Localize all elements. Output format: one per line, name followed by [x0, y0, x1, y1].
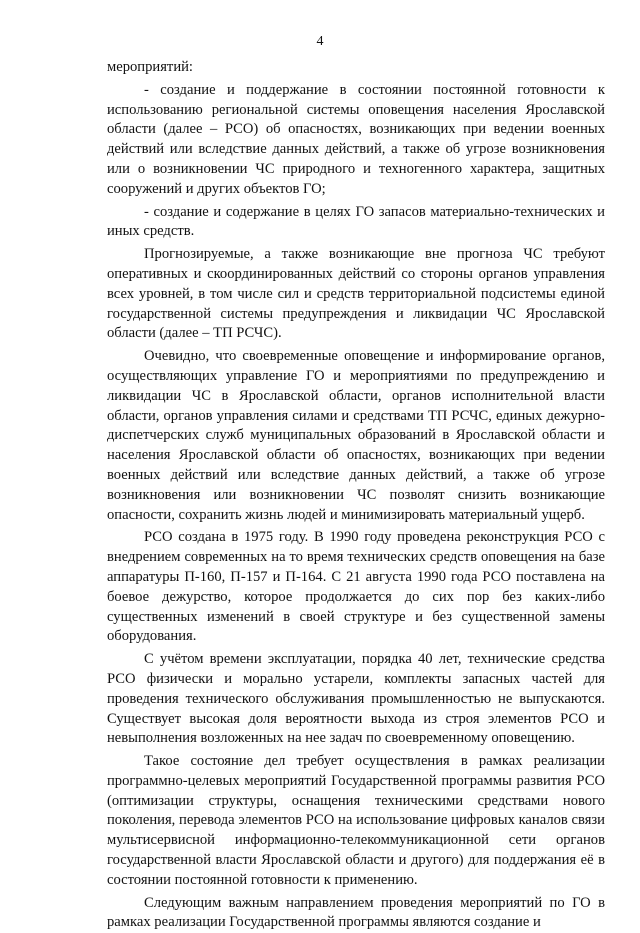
- paragraph-next-direction: Следующим важным направлением проведения мероприятий по ГО в рамках реализации Государственной программы являются создание и: [107, 894, 605, 931]
- paragraph-forecast-emergencies: Прогнозируемые, а также возникающие вне прогноза ЧС требуют оперативных и скоординированных действий со стороны органов управления всех уровней, в том числе сил и средств территориальной подсистемы единой государственной системы предупреждения и ликвидации ЧС Ярославской области (далее – ТП РСЧС).: [107, 246, 605, 342]
- paragraph-equipment-aging: С учётом времени эксплуатации, порядка 40 лет, технические средства РСО физически и морально устарели, комплекты запасных частей для проведения технического обслуживания промышленностью не выпускаются. Существует высокая доля вероятности выхода из строя элементов РСО и невыполнения возложенных на нее задач по своевременному оповещению.: [107, 651, 605, 747]
- page-number: 4: [316, 34, 324, 49]
- list-item-material-reserves: - создание и содержание в целях ГО запасов материально-технических и иных средств.: [107, 203, 605, 240]
- paragraph-timely-notification: Очевидно, что своевременные оповещение и информирование органов, осуществляющих управление ГО и мероприятиями по предупреждению и ликвидации ЧС в Ярославской области, органов исполнительной власти области, органов управления силами и средствами ТП РСЧС, единых дежурно-диспетчерских служб муниципальных образований в Ярославской области и населения Ярославской области об опасностях, возникающих при ведении военных действий или вследствие данных действий, а также об угрозе возникновения или возникновении ЧС позволят снизить возникающие опасности, сохранить жизнь людей и минимизировать материальный ущерб.: [107, 348, 605, 523]
- paragraph-continuation: мероприятий:: [107, 59, 193, 75]
- list-item-warning-system: - создание и поддержание в состоянии постоянной готовности к использованию региональной системы оповещения населения Ярославской области (далее – РСО) об опасностях, возникающих при ведении военных действий или вследствие данных действий, а также об угрозе возникновения или о возникновении ЧС природного и техногенного характера, защитных сооружений и других объектов ГО;: [107, 81, 605, 197]
- paragraph-rso-history: РСО создана в 1975 году. В 1990 году проведена реконструкция РСО с внедрением современных на то время технических средств оповещения на базе аппаратуры П-160, П-157 и П-164. С 21 августа 1990 года РСО поставлена на боевое дежурство, которое продолжается до сих пор без каких-либо существенных изменений в своей структуре и без существенной замены оборудования.: [107, 529, 605, 645]
- paragraph-program-measures: Такое состояние дел требует осуществления в рамках реализации программно-целевых мероприятий Государственной программы развития РСО (оптимизации структуры, оснащения техническими средствами нового поколения, перевода элементов РСО на использование цифровых каналов связи мультисервисной информационно-телекоммуникационной сети органов государственной власти Ярославской области и другого) для поддержания её в состоянии постоянной готовности к применению.: [107, 753, 605, 888]
- document-body: [107, 58, 605, 933]
